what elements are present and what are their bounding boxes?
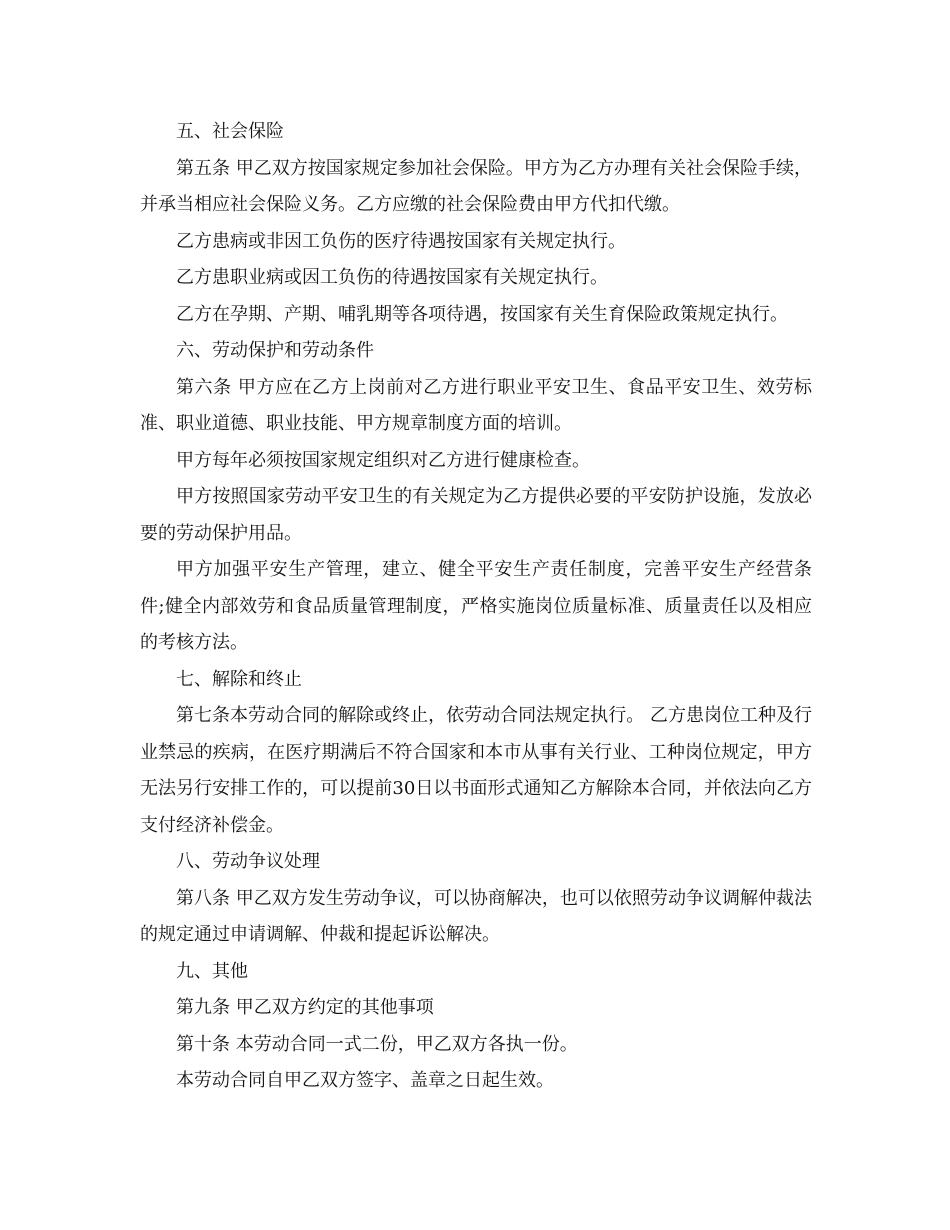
paragraph-safety-management: 甲方加强平安生产管理，建立、健全平安生产责任制度，完善平安生产经营条件;健全内部效劳和食品质量管理制度，严格实施岗位质量标准、质量责任以及相应的考核方法。 (140, 559, 812, 653)
article-8-paragraph: 第八条 甲乙双方发生劳动争议，可以协商解决，也可以依照劳动争议调解仲裁法的规定通过申请调解、仲裁和提起诉讼解决。 (140, 887, 812, 945)
paragraph-occupational-disease: 乙方患职业病或因工负伤的待遇按国家有关规定执行。 (176, 267, 608, 288)
paragraph-safety-facilities: 甲方按照国家劳动平安卫生的有关规定为乙方提供必要的平安防护设施，发放必要的劳动保护用品。 (140, 486, 812, 544)
article-10-paragraph: 第十条 本劳动合同一式二份，甲乙双方各执一份。 (176, 1033, 578, 1055)
document-body (140, 114, 812, 1100)
paragraph-maternity: 乙方在孕期、产期、哺乳期等各项待遇，按国家有关生育保险政策规定执行。 (176, 303, 788, 325)
section-heading-labor-protection: 六、劳动保护和劳动条件 (176, 340, 374, 361)
section-heading-termination: 七、解除和终止 (176, 668, 302, 690)
paragraph-illness-treatment: 乙方患病或非因工负伤的医疗待遇按国家有关规定执行。 (176, 230, 626, 252)
section-heading-social-insurance: 五、社会保险 (176, 121, 284, 142)
article-5-paragraph: 第五条 甲乙双方按国家规定参加社会保险。甲方为乙方办理有关社会保险手续，并承当相应社会保险义务。乙方应缴的社会保险费由甲方代扣代缴。 (140, 157, 812, 215)
paragraph-health-check: 甲方每年必须按国家规定组织对乙方进行健康检查。 (176, 449, 590, 471)
article-9-paragraph: 第九条 甲乙双方约定的其他事项 (176, 997, 434, 1018)
section-heading-other: 九、其他 (176, 960, 248, 982)
article-6-paragraph: 第六条 甲方应在乙方上岗前对乙方进行职业平安卫生、食品平安卫生、效劳标准、职业道德、职业技能、甲方规章制度方面的培训。 (140, 376, 812, 434)
paragraph-effective-date: 本劳动合同自甲乙双方签字、盖章之日起生效。 (176, 1070, 554, 1091)
section-heading-labor-dispute: 八、劳动争议处理 (176, 851, 320, 872)
article-7-paragraph: 第七条本劳动合同的解除或终止，依劳动合同法规定执行。 乙方患岗位工种及行业禁忌的疾病，在医疗期满后不符合国家和本市从事有关行业、工种岗位规定，甲方无法另行安排工作的，可以提前30日以书面形式通知乙方解除本合同，并依法向乙方支付经济补偿金。 (140, 705, 812, 836)
